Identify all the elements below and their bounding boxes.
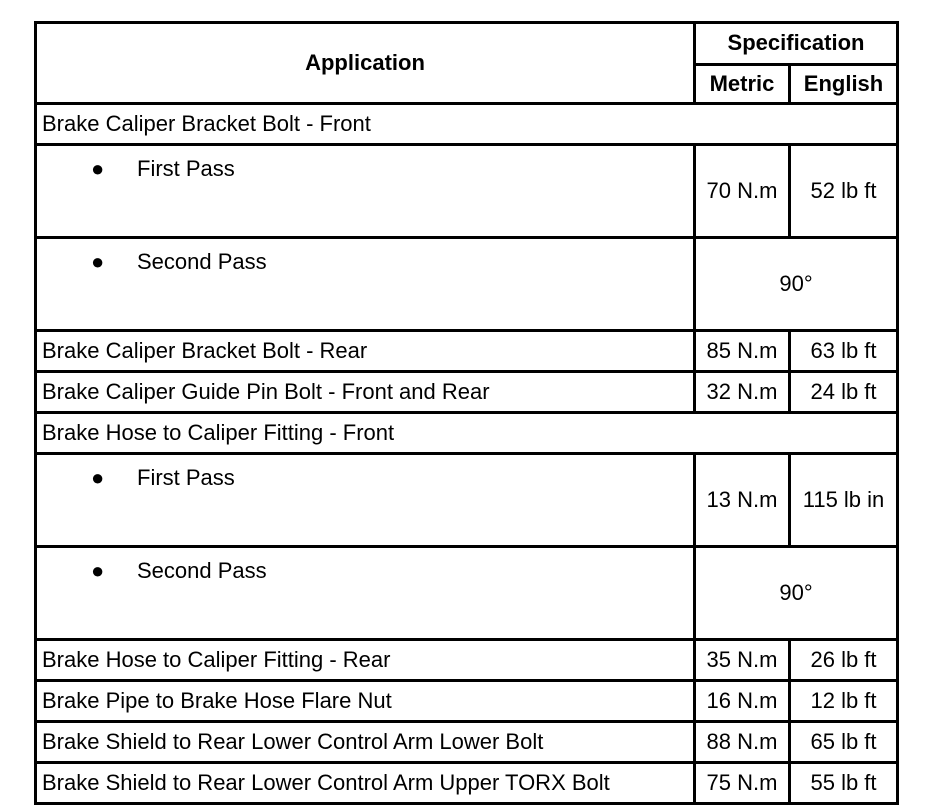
metric-value: 70 N.m (695, 145, 790, 238)
english-value: 55 lb ft (790, 763, 898, 804)
application-label: Brake Caliper Bracket Bolt - Rear (36, 331, 695, 372)
pass-cell (36, 454, 695, 547)
application-header: Application (36, 23, 695, 104)
table-row (36, 547, 898, 640)
pass-label: Second Pass (137, 249, 267, 274)
section-label: Brake Caliper Bracket Bolt - Front (36, 104, 898, 145)
english-value: 26 lb ft (790, 640, 898, 681)
pass-label: First Pass (137, 465, 235, 490)
english-value: 65 lb ft (790, 722, 898, 763)
application-label: Brake Shield to Rear Lower Control Arm Upper TORX Bolt (36, 763, 695, 804)
table-row (36, 413, 898, 454)
application-label: Brake Pipe to Brake Hose Flare Nut (36, 681, 695, 722)
metric-value: 88 N.m (695, 722, 790, 763)
english-value: 12 lb ft (790, 681, 898, 722)
table-row (36, 238, 898, 331)
table-row (36, 681, 898, 722)
metric-value: 13 N.m (695, 454, 790, 547)
metric-header: Metric (695, 64, 790, 104)
section-label: Brake Hose to Caliper Fitting - Front (36, 413, 898, 454)
table-row (36, 331, 898, 372)
bullet-icon: ● (91, 249, 105, 274)
bullet-icon: ● (91, 465, 105, 490)
table-row (36, 145, 898, 238)
specification-header: Specification (695, 23, 898, 65)
table-row (36, 640, 898, 681)
application-label: Brake Hose to Caliper Fitting - Rear (36, 640, 695, 681)
application-label: Brake Shield to Rear Lower Control Arm Lower Bolt (36, 722, 695, 763)
torque-spec-table (34, 21, 899, 805)
pass-label: First Pass (137, 156, 235, 181)
english-value: 24 lb ft (790, 372, 898, 413)
application-label: Brake Caliper Guide Pin Bolt - Front and Rear (36, 372, 695, 413)
english-value: 63 lb ft (790, 331, 898, 372)
english-value: 52 lb ft (790, 145, 898, 238)
pass-cell (36, 145, 695, 238)
table-row (36, 722, 898, 763)
bullet-icon: ● (91, 558, 105, 583)
metric-value: 16 N.m (695, 681, 790, 722)
table-row (36, 763, 898, 804)
pass-cell (36, 547, 695, 640)
bullet-icon: ● (91, 156, 105, 181)
table-row (36, 104, 898, 145)
english-value: 115 lb in (790, 454, 898, 547)
pass-label: Second Pass (137, 558, 267, 583)
metric-value: 35 N.m (695, 640, 790, 681)
table-row (36, 454, 898, 547)
table-row (36, 372, 898, 413)
metric-value: 32 N.m (695, 372, 790, 413)
metric-value: 85 N.m (695, 331, 790, 372)
pass-cell (36, 238, 695, 331)
english-header: English (790, 64, 898, 104)
metric-value: 75 N.m (695, 763, 790, 804)
angle-value: 90° (695, 547, 898, 640)
angle-value: 90° (695, 238, 898, 331)
